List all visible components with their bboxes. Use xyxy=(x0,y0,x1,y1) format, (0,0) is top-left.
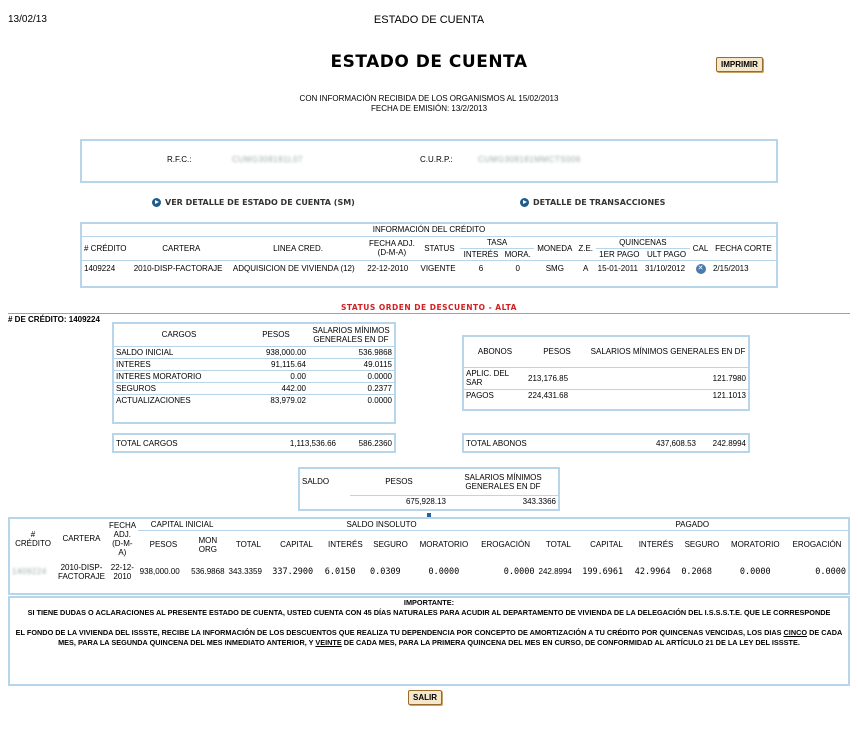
saldo-pesos-header: PESOS xyxy=(350,469,448,495)
importante-title: IMPORTANTE: xyxy=(403,598,455,607)
total-cargos-pesos: 1,113,536.66 xyxy=(289,438,336,448)
total-cargos-label: TOTAL CARGOS xyxy=(116,438,178,448)
col-fecha-adj-sub: (D-M-A) xyxy=(377,248,407,257)
importante-p2-c: DE CADA MES, PARA LA SEGUNDA QUINCENA DEL MES INMEDIATO ANTERIOR, Y xyxy=(58,628,843,647)
abonos-header: ABONOS xyxy=(464,337,526,367)
det-p-interes: 42.9964 xyxy=(634,566,671,577)
det-col-si-erogacion: EROGACIÓN xyxy=(481,540,531,550)
cargos-box xyxy=(112,322,396,424)
credit-row xyxy=(82,260,776,276)
importante-p2-veinte: VEINTE xyxy=(315,637,342,647)
det-p-capital: 199.6961 xyxy=(582,566,624,577)
cargos-concept: INTERES MORATORIO xyxy=(114,370,244,382)
det-col-pagado: PAGADO xyxy=(537,519,848,531)
issue-date: FECHA DE EMISIÓN: 13/2/2013 xyxy=(370,104,488,113)
credit-number-label: # DE CRÉDITO: 1409224 xyxy=(8,315,100,324)
col-fecha-corte: FECHA CORTE xyxy=(711,236,776,260)
det-col-p-seguro: SEGURO xyxy=(684,540,720,550)
det-col-saldo-insoluto: SALDO INSOLUTO xyxy=(227,519,537,531)
info-received: CON INFORMACIÓN RECIBIDA DE LOS ORGANISMOS AL 15/02/2013 xyxy=(299,94,559,103)
total-cargos-sm: 586.2360 xyxy=(358,438,392,448)
det-cartera: 2010-DISP-FACTORAJE xyxy=(58,562,105,581)
total-abonos-sm: 242.8994 xyxy=(712,438,746,448)
detalle-table xyxy=(10,519,848,585)
cargos-concept: INTERES xyxy=(114,358,244,370)
importante-p2-cinco: CINCO xyxy=(783,628,808,637)
importante-p1: SI TIENE DUDAS O ACLARACIONES AL PRESENTE ESTADO DE CUENTA, USTED CUENTA CON 45 DÍAS NATURALES PARA ACUDIR AL DEPARTAMENTO DE VIVIENDA DE LA DELEGACIÓN DEL I.S.S.S.T.E. QUE LE CORRESPONDE xyxy=(27,607,831,617)
abonos-pesos-header: PESOS xyxy=(526,337,588,367)
det-si-interes: 6.0150 xyxy=(324,566,356,577)
cargos-sm: 0.2377 xyxy=(308,382,394,394)
col-cal: CAL xyxy=(690,236,711,260)
abonos-sm-header: SALARIOS MÍNIMOS GENERALES EN DF xyxy=(588,337,748,367)
saldo-sm-header: SALARIOS MÍNIMOS GENERALES EN DF xyxy=(448,469,558,495)
det-col-p-interes: INTERÉS xyxy=(638,540,674,550)
link-detalle-transacciones-label: DETALLE DE TRANSACCIONES xyxy=(533,198,666,207)
abonos-box xyxy=(462,335,750,411)
det-col-credito: # CRÉDITO xyxy=(15,529,51,548)
cargos-pesos: 83,979.02 xyxy=(270,395,306,405)
col-quincenas: QUINCENAS xyxy=(596,236,690,248)
det-col-pesos: PESOS xyxy=(149,540,178,550)
abonos-sm: 121.7980 xyxy=(588,367,748,389)
col-linea: LINEA CRED. xyxy=(231,236,365,260)
det-col-capital-inicial: CAPITAL INICIAL xyxy=(138,519,227,531)
det-col-mon-org: MON ORG xyxy=(198,535,218,554)
det-p-moratorio: 0.0000 xyxy=(739,566,771,577)
rfc-label: R.F.C.: xyxy=(167,155,192,164)
importante-p2-e: DE CADA MES, PARA LA PRIMERA QUINCENA DEL MES EN CURSO, DE CONFORMIDAD AL ARTÍCULO 21 DE LA LEY DEL ISSSTE. xyxy=(341,637,800,647)
total-abonos-box xyxy=(462,433,750,453)
det-p-total: 242.8994 xyxy=(538,567,572,576)
col-ult-pago: ULT PAGO xyxy=(643,248,690,260)
credit-status: VIGENTE xyxy=(420,263,456,273)
status-line: STATUS ORDEN DE DESCUENTO - ALTA xyxy=(341,303,517,312)
link-detalle-estado[interactable] xyxy=(152,198,355,207)
link-detalle-transacciones[interactable] xyxy=(520,198,665,207)
col-credito: # CRÉDITO xyxy=(82,236,132,260)
saldo-label: SALDO xyxy=(302,477,330,486)
col-cartera: CARTERA xyxy=(132,236,231,260)
arrow-circle-icon xyxy=(152,198,161,207)
det-col-fecha: FECHA ADJ. (D-M-A) xyxy=(108,520,137,557)
cargos-pesos: 0.00 xyxy=(244,370,308,382)
total-abonos-table xyxy=(464,435,748,451)
col-interes: INTERÉS xyxy=(460,248,501,260)
credit-ze: A xyxy=(583,263,589,273)
det-col-p-moratorio: MORATORIO xyxy=(730,540,780,550)
det-p-erogacion: 0.0000 xyxy=(815,566,846,577)
credit-interes: 6 xyxy=(478,263,484,273)
abonos-pesos: 213,176.85 xyxy=(526,367,588,389)
col-mora: MORA. xyxy=(502,248,534,260)
cargos-row xyxy=(114,358,394,370)
det-si-erogacion: 0.0000 xyxy=(503,566,535,577)
cargos-pesos: 938,000.00 xyxy=(244,346,308,358)
rfc-value: CUMG308181L07 xyxy=(232,155,303,164)
credit-info-box xyxy=(80,222,778,288)
page-title: ESTADO DE CUENTA xyxy=(330,52,528,72)
print-date: 13/02/13 xyxy=(8,14,47,25)
detalle-box xyxy=(8,517,850,595)
total-cargos-box xyxy=(112,433,396,453)
saldo-pesos: 675,928.13 xyxy=(405,496,446,506)
det-si-capital: 337.2900 xyxy=(272,566,314,577)
credit-linea: ADQUISICION DE VIVIENDA (12) xyxy=(232,263,355,273)
cargos-row xyxy=(114,370,394,382)
abonos-pesos: 224,431.68 xyxy=(528,390,569,400)
det-pesos: 938,000.00 xyxy=(139,567,180,576)
cargos-sm: 49.0115 xyxy=(308,358,394,370)
link-detalle-estado-label: VER DETALLE DE ESTADO DE CUENTA (SM) xyxy=(165,198,355,207)
det-col-si-total: TOTAL xyxy=(235,540,261,550)
col-tasa: TASA xyxy=(460,236,534,248)
importante-p2-a: EL FONDO DE LA VIVIENDA DEL ISSSTE, RECIBE LA INFORMACIÓN DE LOS DESCUENTOS QUE REALIZA TU DEPENDENCIA POR CONCEPTO DE AMORTIZACIÓN A TU CRÉDITO POR QUINCENAS VENCIDAS, LOS DIAS xyxy=(15,628,784,637)
total-abonos-pesos: 437,608.53 xyxy=(655,438,696,448)
importante-p2 xyxy=(14,628,844,647)
credit-moneda: SMG xyxy=(545,263,564,273)
saldo-sm: 343.3366 xyxy=(522,496,556,506)
det-credito: 1409224 xyxy=(12,567,47,576)
curp-value: CUMG308181MMCTS006 xyxy=(478,155,581,164)
divider xyxy=(8,313,850,314)
credit-ult-pago: 31/10/2012 xyxy=(645,263,686,273)
det-col-si-capital: CAPITAL xyxy=(280,540,313,550)
det-si-seguro: 0.0309 xyxy=(369,566,401,577)
cargos-sm: 0.0000 xyxy=(367,395,392,405)
det-col-p-total: TOTAL xyxy=(545,540,571,550)
det-si-moratorio: 0.0000 xyxy=(428,566,460,577)
cargos-sm-header: SALARIOS MÍNIMOS GENERALES EN DF xyxy=(308,324,394,346)
calendar-cell xyxy=(690,260,711,276)
col-fecha-adj-label: FECHA ADJ. xyxy=(369,239,415,248)
total-abonos-label: TOTAL ABONOS xyxy=(466,438,527,448)
credit-mora: 0 xyxy=(515,263,520,273)
print-button[interactable]: IMPRIMIR xyxy=(716,57,763,72)
arrow-circle-icon xyxy=(520,198,529,207)
abonos-concept: APLIC. DEL SAR xyxy=(464,367,526,389)
detalle-row xyxy=(10,559,848,585)
det-col-p-erogacion: EROGACIÓN xyxy=(792,540,842,550)
calendar-icon[interactable]: ✕ xyxy=(696,264,706,274)
det-fecha: 22-12-2010 xyxy=(110,562,134,581)
det-si-total: 343.3359 xyxy=(228,567,262,576)
saldo-box xyxy=(298,467,560,511)
abonos-row xyxy=(464,367,748,389)
col-ze: Z.E. xyxy=(576,236,596,260)
credit-fecha-corte: 2/15/2013 xyxy=(712,263,749,273)
cargos-pesos-header: PESOS xyxy=(244,324,308,346)
det-col-si-seguro: SEGURO xyxy=(373,540,408,550)
cargos-row xyxy=(114,382,394,394)
det-col-si-interes: INTERÉS xyxy=(328,540,363,550)
cargos-pesos: 442.00 xyxy=(244,382,308,394)
curp-label: C.U.R.P.: xyxy=(420,155,453,164)
col-moneda: MONEDA xyxy=(534,236,576,260)
credit-info-table xyxy=(82,224,776,276)
credit-cartera: 2010-DISP-FACTORAJE xyxy=(133,263,223,273)
det-col-si-moratorio: MORATORIO xyxy=(419,540,469,550)
id-box xyxy=(80,139,778,183)
cargos-row xyxy=(114,394,394,406)
exit-button[interactable]: SALIR xyxy=(408,690,442,705)
credit-section-title: INFORMACIÓN DEL CRÉDITO xyxy=(82,224,776,236)
cargos-header: CARGOS xyxy=(114,324,244,346)
abonos-row xyxy=(464,389,748,401)
credit-num: 1409224 xyxy=(84,263,116,273)
credit-1er-pago: 15-01-2011 xyxy=(597,263,638,273)
cargos-table xyxy=(114,324,394,406)
credit-fecha: 22-12-2010 xyxy=(367,263,409,273)
det-p-seguro: 0.2068 xyxy=(681,566,713,577)
abonos-concept: PAGOS xyxy=(466,390,494,400)
cargos-concept: SALDO INICIAL xyxy=(114,346,244,358)
cargos-pesos: 91,115.64 xyxy=(244,358,308,370)
abonos-table xyxy=(464,337,748,401)
col-fecha-adj xyxy=(365,236,418,260)
cargos-concept: ACTUALIZACIONES xyxy=(116,395,191,405)
det-col-cartera: CARTERA xyxy=(62,534,101,544)
cargos-sm: 0.0000 xyxy=(308,370,394,382)
abonos-sm: 121.1013 xyxy=(712,390,746,400)
det-col-p-capital: CAPITAL xyxy=(590,540,623,550)
window-title: ESTADO DE CUENTA xyxy=(373,14,485,26)
cargos-concept: SEGUROS xyxy=(114,382,244,394)
col-1er-pago: 1ER PAGO xyxy=(596,248,643,260)
col-status: STATUS xyxy=(419,236,461,260)
cargos-sm: 536.9868 xyxy=(308,346,394,358)
saldo-table xyxy=(300,469,558,507)
det-mon-org: 536.9868 xyxy=(191,567,225,576)
cargos-row xyxy=(114,346,394,358)
importante-box xyxy=(8,596,850,686)
total-cargos-table xyxy=(114,435,394,451)
